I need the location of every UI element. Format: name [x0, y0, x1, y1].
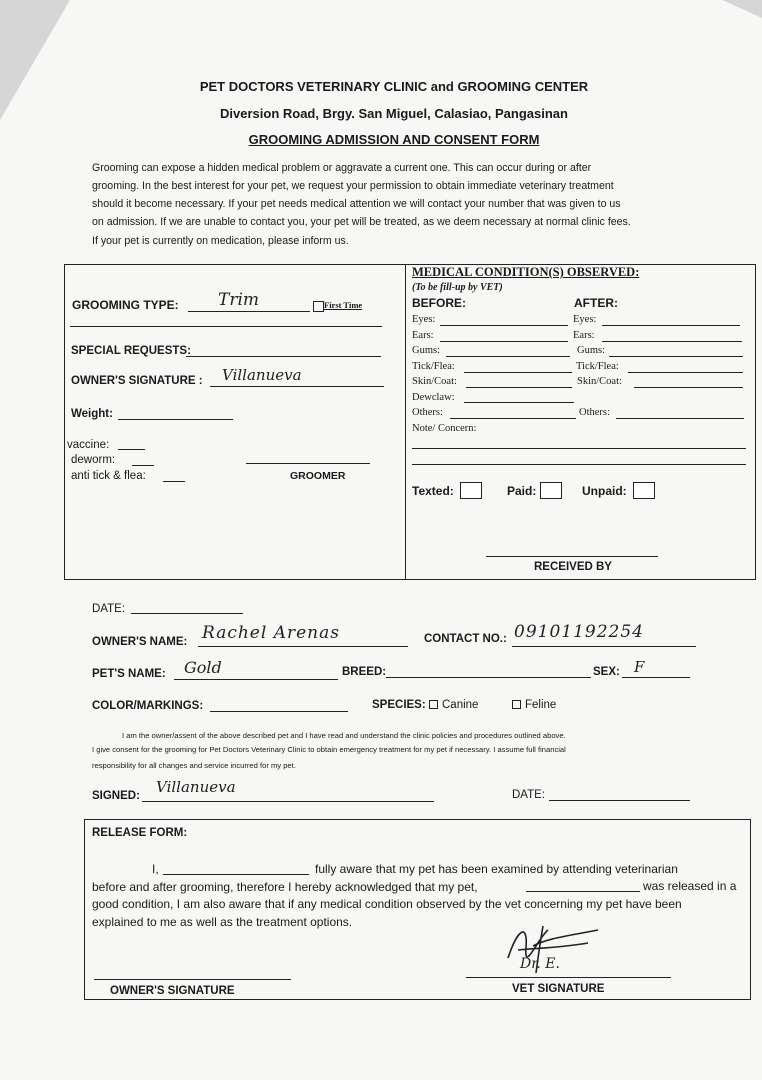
before-others-line[interactable] — [450, 418, 576, 419]
before-eyes-line[interactable] — [440, 325, 568, 326]
before-gums: Gums: — [412, 345, 441, 356]
weight-line[interactable] — [118, 419, 233, 420]
sex-value[interactable]: F — [634, 658, 645, 676]
intro-line-3: should it become necessary. If your pet needs medical attention we will contact your number that was given to us — [92, 198, 621, 210]
after-skin-line[interactable] — [634, 387, 743, 388]
before-skin-line[interactable] — [466, 387, 572, 388]
paid-label: Paid: — [507, 484, 537, 498]
owner-name-line[interactable] — [198, 646, 408, 647]
medical-title: MEDICAL CONDITION(S) OBSERVED: — [412, 265, 640, 279]
contact-label: CONTACT NO.: — [424, 633, 507, 645]
owner-name-value[interactable]: Rachel Arenas — [202, 623, 340, 643]
after-gums: Gums: — [577, 345, 606, 356]
unpaid-checkbox[interactable] — [633, 482, 655, 499]
first-time-label: First Time — [324, 300, 363, 310]
release-line1-b: fully aware that my pet has been examined by attending veterinarian — [315, 862, 678, 876]
note-line-2[interactable] — [412, 464, 746, 465]
pet-name-label: PET'S NAME: — [92, 668, 166, 680]
consent-date-line[interactable] — [549, 800, 690, 801]
date-label: DATE: — [92, 603, 126, 615]
groomer-label: GROOMER — [290, 470, 346, 482]
anti-tick-label: anti tick & flea: — [71, 470, 146, 482]
vaccine-label: vaccine: — [67, 439, 110, 451]
before-ears: Ears: — [412, 330, 434, 341]
species-feline[interactable] — [512, 699, 556, 711]
before-eyes: Eyes: — [412, 314, 436, 325]
deworm-line[interactable] — [132, 465, 154, 466]
sex-label: SEX: — [593, 666, 620, 678]
before-others: Others: — [412, 407, 443, 418]
release-line1-a: I, — [152, 862, 159, 876]
after-tick: Tick/Flea: — [576, 361, 619, 372]
pet-name-line[interactable] — [174, 679, 338, 680]
after-others-line[interactable] — [616, 418, 744, 419]
before-gums-line[interactable] — [446, 356, 570, 357]
vaccine-line[interactable] — [118, 449, 145, 450]
owner-name-label: OWNER'S NAME: — [92, 636, 188, 648]
release-owner-signature-label: OWNER'S SIGNATURE — [110, 985, 235, 997]
after-ears-line[interactable] — [602, 341, 742, 342]
before-ears-line[interactable] — [440, 341, 568, 342]
release-line2-b: was released in a — [643, 879, 737, 893]
grooming-type-line — [188, 311, 310, 312]
species-label: SPECIES: — [372, 699, 426, 711]
signed-label: SIGNED: — [92, 790, 140, 802]
received-by-label: RECEIVED BY — [534, 561, 612, 573]
intro-line-1: Grooming can expose a hidden medical problem or aggravate a current one. This can occur during or after — [92, 162, 592, 174]
medical-subtitle: (To be fill-up by VET) — [412, 282, 503, 293]
texted-label: Texted: — [412, 484, 454, 498]
owner-signature-value: Villanueva — [222, 366, 302, 384]
vet-signature-value: Dr. E. — [520, 956, 560, 972]
release-title: RELEASE FORM: — [92, 827, 188, 839]
clinic-name: PET DOCTORS VETERINARY CLINIC and GROOMING CENTER — [199, 79, 589, 94]
before-skin: Skin/Coat: — [412, 376, 457, 387]
owner-signature-label: OWNER'S SIGNATURE : — [71, 375, 203, 387]
before-dewclaw: Dewclaw: — [412, 392, 455, 403]
vet-signature-label: VET SIGNATURE — [512, 983, 605, 995]
before-tick: Tick/Flea: — [412, 361, 455, 372]
release-line3: good condition, I am also aware that if any medical condition observed by the vet concerning my pet have been — [92, 897, 682, 911]
form-title: GROOMING ADMISSION AND CONSENT FORM — [248, 132, 540, 147]
texted-checkbox[interactable] — [460, 482, 482, 499]
breed-line[interactable] — [386, 677, 591, 678]
after-label: AFTER: — [574, 296, 618, 310]
feline-label: Feline — [525, 699, 557, 711]
received-by-line[interactable] — [486, 556, 658, 557]
intro-line-5: If your pet is currently on medication, please inform us. — [92, 235, 349, 247]
after-others: Others: — [579, 407, 610, 418]
grooming-type-label: GROOMING TYPE: — [72, 298, 179, 312]
breed-label: BREED: — [342, 666, 387, 678]
special-requests-line[interactable] — [186, 356, 381, 357]
consent-date-label: DATE: — [512, 789, 546, 801]
before-label: BEFORE: — [412, 296, 466, 310]
signed-value: Villanueva — [156, 778, 236, 796]
intro-line-2: grooming. In the best interest for your pet, we request your permission to obtain immediate veterinary treatment — [92, 180, 614, 192]
groomer-line[interactable] — [246, 463, 370, 464]
deworm-label: deworm: — [71, 454, 116, 466]
pet-name-value[interactable]: Gold — [184, 658, 222, 677]
after-tick-line[interactable] — [628, 372, 743, 373]
color-line[interactable] — [210, 711, 348, 712]
sex-line[interactable] — [622, 677, 690, 678]
before-dewclaw-line[interactable] — [464, 402, 574, 403]
after-skin: Skin/Coat: — [577, 376, 622, 387]
contact-line[interactable] — [512, 646, 696, 647]
after-eyes-line[interactable] — [602, 325, 740, 326]
release-line4: explained to me as well as the treatment options. — [92, 915, 353, 929]
consent-line-2: I give consent for the grooming for Pet Doctors Veterinary Clinic to obtain emergency treatment for my pet if necessary. I assume full financial — [92, 745, 566, 754]
owner-signature-line[interactable] — [210, 386, 384, 387]
release-owner-signature-line[interactable] — [94, 979, 291, 980]
unpaid-label: Unpaid: — [582, 484, 627, 498]
after-gums-line[interactable] — [609, 356, 743, 357]
grooming-type-value[interactable]: Trim — [218, 290, 260, 310]
color-label: COLOR/MARKINGS: — [92, 700, 204, 712]
weight-label: Weight: — [71, 408, 113, 420]
folded-corner-right — [722, 0, 762, 18]
before-tick-line[interactable] — [464, 372, 572, 373]
consent-line-1: I am the owner/assent of the above described pet and I have read and understand the clinic policies and procedures outlined above. — [122, 731, 566, 740]
clinic-address: Diversion Road, Brgy. San Miguel, Calasiao, Pangasinan — [220, 106, 568, 121]
paid-checkbox[interactable] — [540, 482, 562, 499]
intro-line-4: on admission. If we are unable to contact you, your pet will be treated, as we deem necessary at normal clinic fees. — [92, 216, 631, 228]
after-eyes: Eyes: — [573, 314, 597, 325]
species-canine[interactable] — [429, 699, 478, 711]
signed-line[interactable] — [142, 801, 434, 802]
grooming-extra-line — [70, 326, 382, 327]
consent-line-3: responsibility for all changes and service incurred for my pet. — [92, 761, 296, 770]
first-time-checkbox[interactable] — [313, 301, 324, 312]
folded-corner — [0, 0, 70, 120]
anti-tick-line[interactable] — [163, 481, 185, 482]
canine-checkbox[interactable] — [429, 700, 438, 709]
feline-checkbox[interactable] — [512, 700, 521, 709]
note-line-1[interactable] — [412, 448, 746, 449]
after-ears: Ears: — [573, 330, 595, 341]
box-divider — [405, 264, 406, 579]
release-line2-a: before and after grooming, therefore I hereby acknowledged that my pet, — [92, 880, 478, 894]
release-pet-line[interactable] — [526, 891, 640, 892]
special-requests-label: SPECIAL REQUESTS: — [71, 345, 191, 357]
release-name-line[interactable] — [163, 874, 309, 875]
vet-signature-line[interactable] — [466, 977, 671, 978]
date-line[interactable] — [131, 613, 243, 614]
note-concern: Note/ Concern: — [412, 423, 477, 434]
contact-value[interactable]: 09101192254 — [514, 622, 644, 642]
canine-label: Canine — [442, 699, 479, 711]
